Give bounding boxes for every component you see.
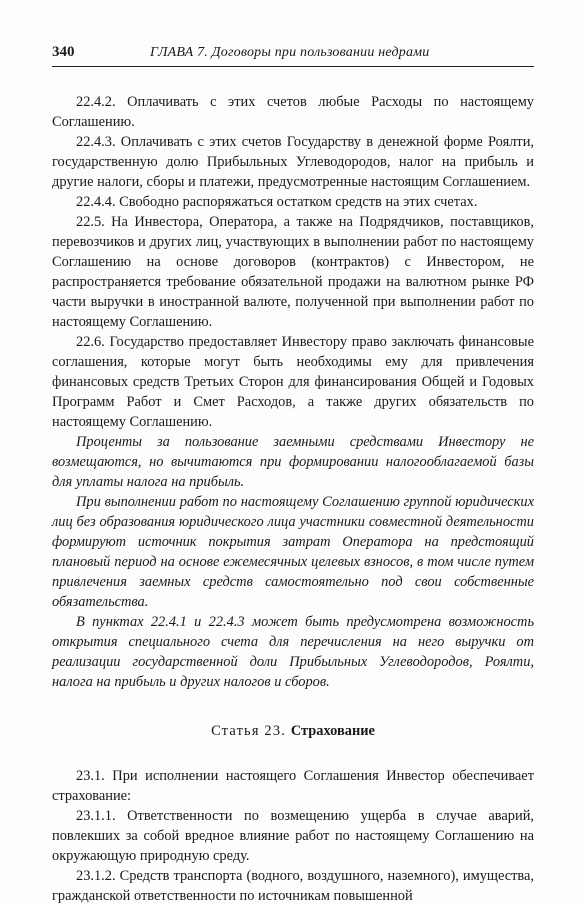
- page-number: 340: [52, 44, 75, 60]
- paragraph: Проценты за пользование заемными средствами Инвестору не возмещаются, но вычитаются при формировании налогооблагаемой базы для уплаты налога на прибыль.: [52, 434, 534, 490]
- paragraph: 22.4.2. Оплачивать с этих счетов любые Расходы по настоящему Соглашению.: [52, 94, 534, 130]
- article-label: Статья 23.: [211, 723, 287, 739]
- paragraph: 22.4.3. Оплачивать с этих счетов Государству в денежной форме Роялти, государственную долю Прибыльных Углеводородов, налог на прибыль и другие налоги, сборы и платежи, предусмотренные настоящим Соглашением.: [52, 134, 534, 190]
- paragraph: В пунктах 22.4.1 и 22.4.3 может быть предусмотрена возможность открытия специального счета для перечисления на него выручки от реализации государственной доли Прибыльных Углеводородов, Роялти, налога на прибыль и других налогов и сборов.: [52, 614, 534, 690]
- article-heading: [52, 721, 534, 741]
- running-header: [52, 44, 534, 67]
- paragraphs-after-article: [52, 766, 534, 906]
- paragraph: При выполнении работ по настоящему Соглашению группой юридических лиц без образования юридического лица участники совместной деятельности формируют источник покрытия затрат Оператора на предстоящий плановый период на основе ежемесячных целевых взносов, в том числе путем привлечения заемных средств самостоятельно под свои собственные обязательства.: [52, 494, 534, 610]
- page-body: [52, 92, 534, 906]
- paragraph: 23.1.1. Ответственности по возмещению ущерба в случае аварий, повлекших за собой вредное влияние работ по настоящему Соглашению на окружающую природную среду.: [52, 808, 534, 864]
- paragraph: 22.5. На Инвестора, Оператора, а также на Подрядчиков, поставщиков, перевозчиков и других лиц, участвующих в выполнении работ по настоящему Соглашению на основе договоров (контрактов) с Инвестором, не распространяется требование обязательной продажи на валютном рынке РФ части выручки в иностранной валюте, полученной при выполнении работ по настоящему Соглашению.: [52, 214, 534, 330]
- paragraph: 22.6. Государство предоставляет Инвестору право заключать финансовые соглашения, которые могут быть необходимы ему для привлечения финансовых средств Третьих Сторон для финансирования Общей и Годовых Программ Работ и Смет Расходов, а также других обязательств по настоящему Соглашению.: [52, 334, 534, 430]
- chapter-title: ГЛАВА 7. Договоры при пользовании недрами: [150, 45, 430, 60]
- article-name: Страхование: [290, 723, 375, 739]
- paragraph: 22.4.4. Свободно распоряжаться остатком средств на этих счетах.: [76, 194, 478, 210]
- paragraph: 23.1. При исполнении настоящего Соглашения Инвестор обеспечивает страхование:: [52, 768, 534, 804]
- paragraphs-before-article: [52, 92, 534, 692]
- paragraph: 23.1.2. Средств транспорта (водного, воздушного, наземного), имущества, гражданской ответственности по источникам повышенной: [52, 868, 534, 904]
